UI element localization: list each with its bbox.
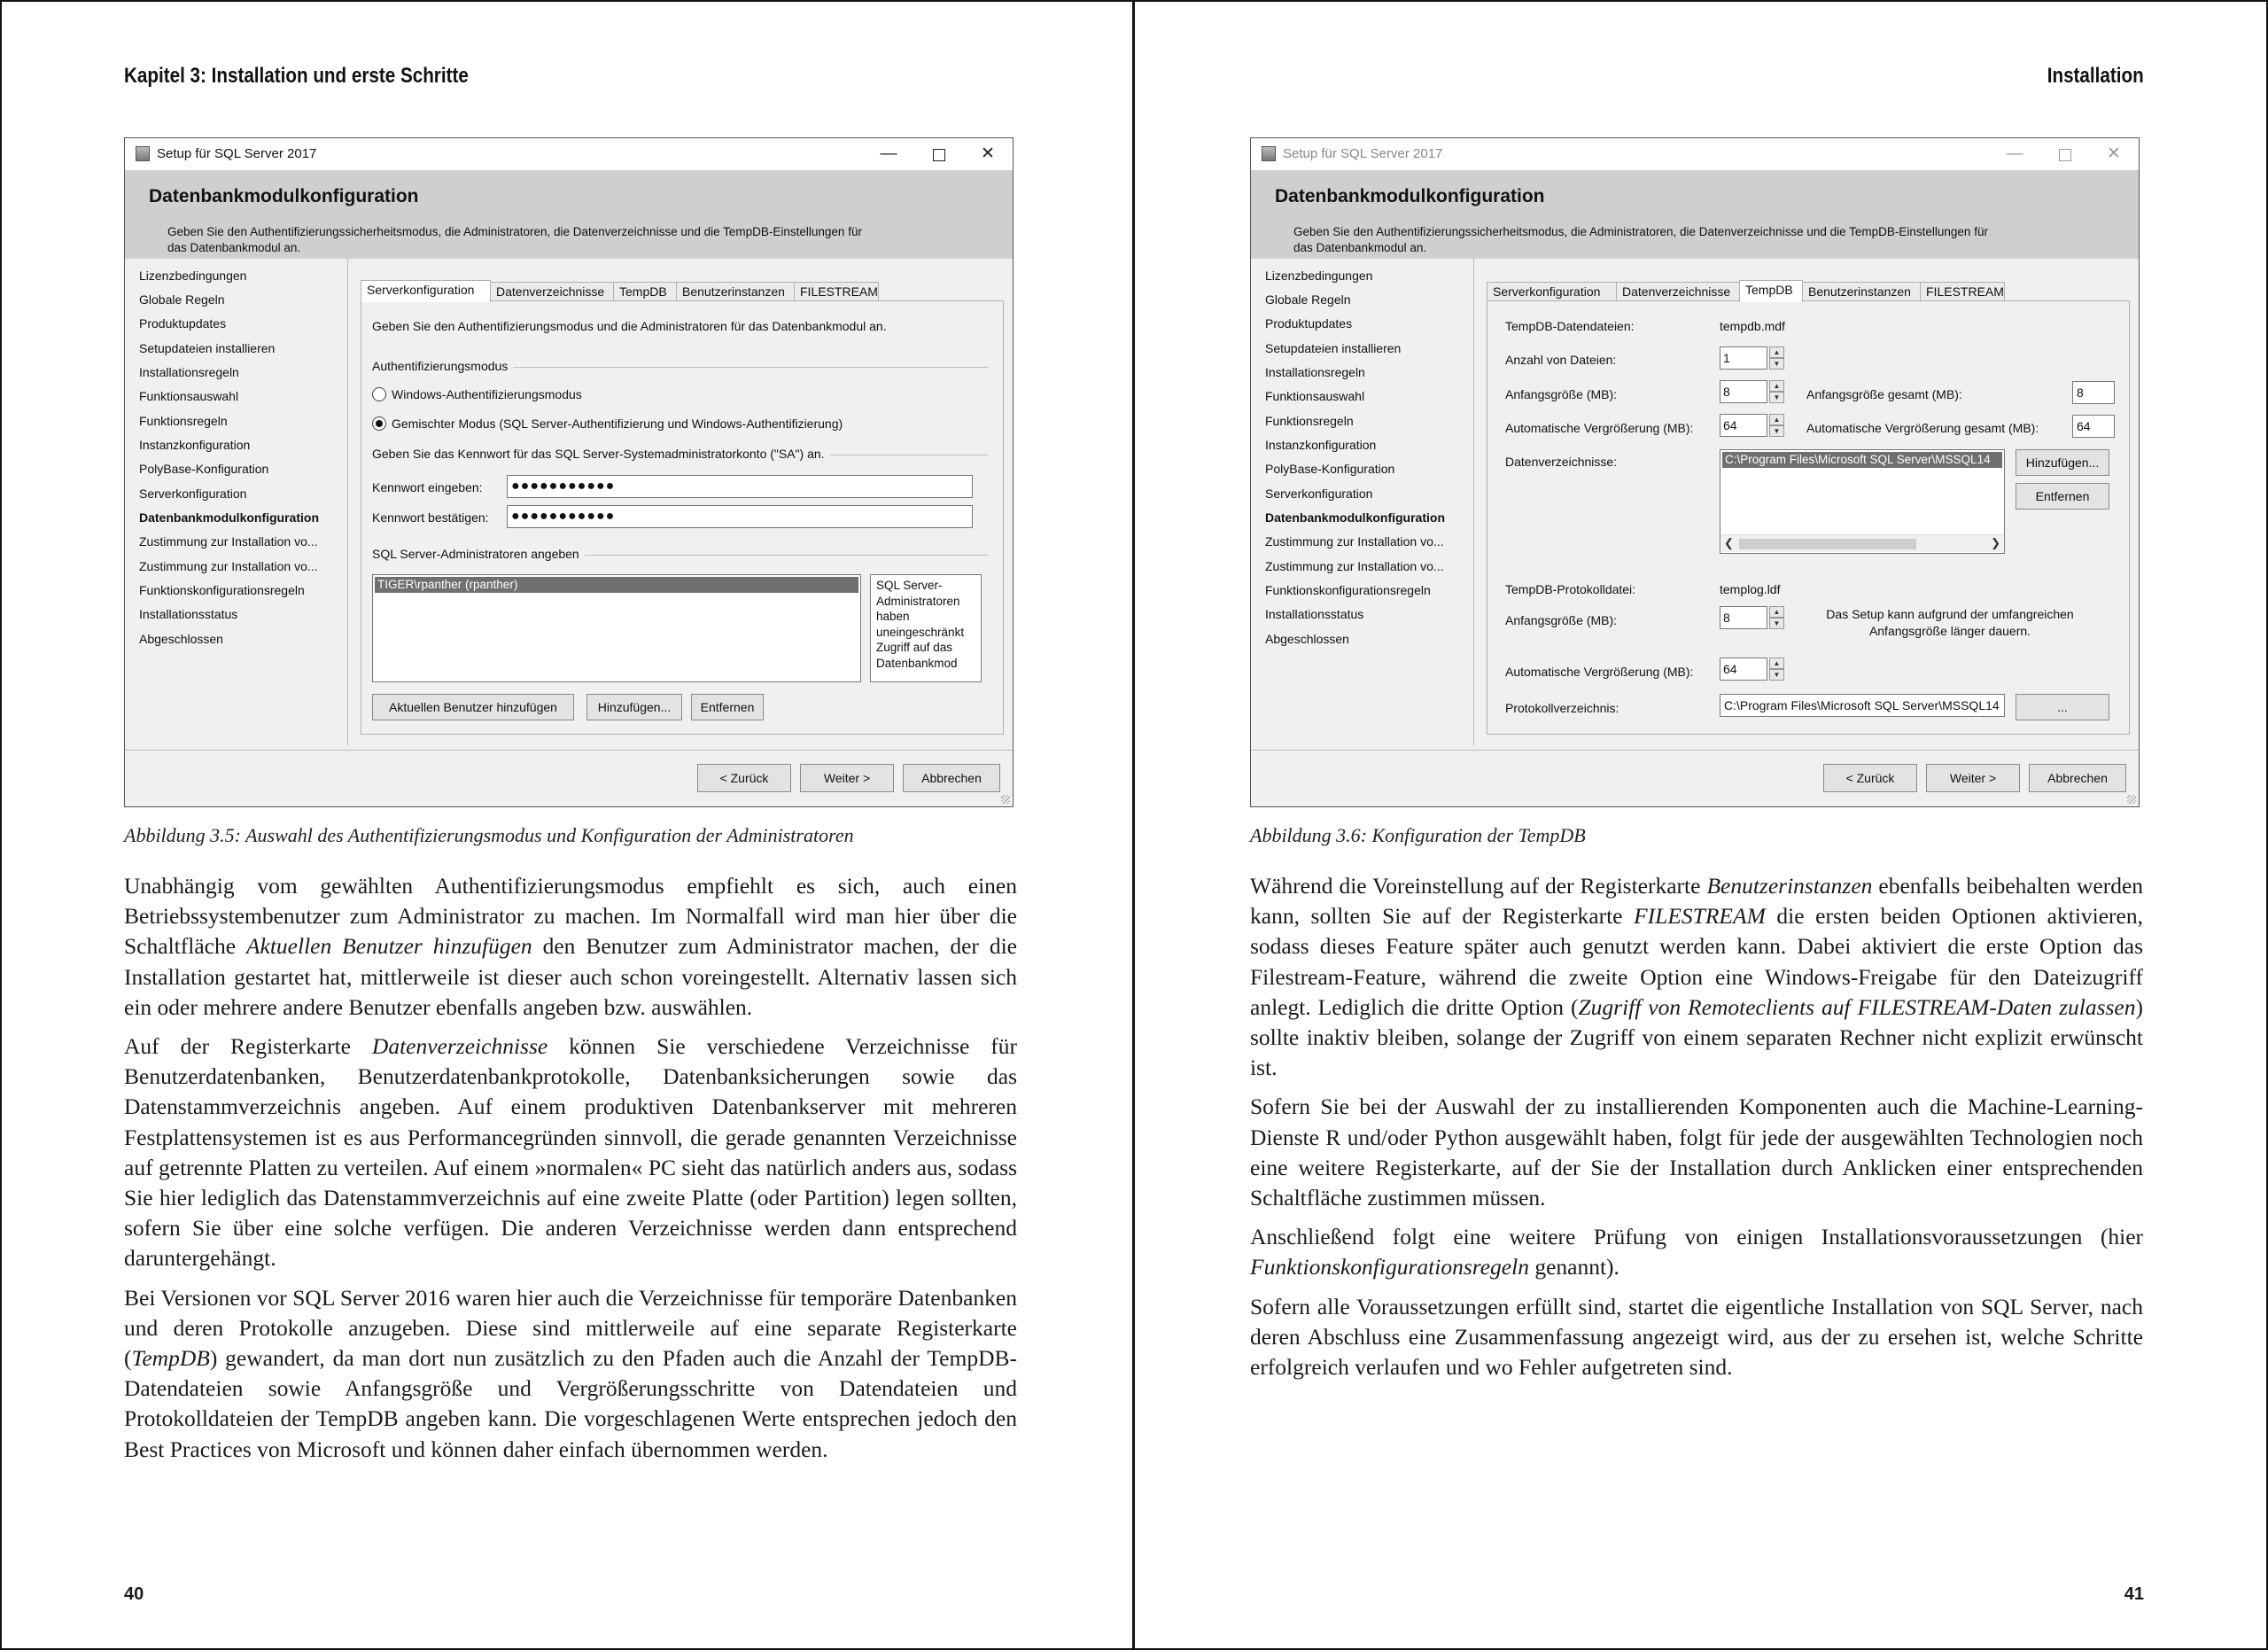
- wizard-header: [1251, 170, 2139, 259]
- close-button[interactable]: ✕: [2107, 144, 2121, 163]
- step-abgeschlossen[interactable]: Abgeschlossen: [139, 632, 223, 646]
- paragraph: Sofern Sie bei der Auswahl der zu installierenden Komponenten auch die Machine-Learning-Dienste R und/oder Python ausgewählt haben, folgt für jede der ausgewählten Technologien noch eine weitere Registerkarte, auf der Sie der Installation durch Anklicken einer entsprechenden Schaltfläche zustimmen müssen.: [1250, 1094, 2143, 1211]
- autogrowth-total-label: Automatische Vergrößerung gesamt (MB):: [1806, 421, 2039, 435]
- step-installationsstatus[interactable]: Installationsstatus: [1265, 607, 1364, 621]
- spin-up-icon[interactable]: ▲: [1769, 380, 1784, 392]
- step-lizenzbedingungen[interactable]: Lizenzbedingungen: [139, 269, 247, 283]
- setup-app-icon: [1262, 146, 1276, 161]
- spin-up-icon[interactable]: ▲: [1769, 414, 1784, 425]
- title-bar: [1251, 138, 2139, 170]
- initial-size-total-value: 8: [2072, 381, 2115, 404]
- step-funktionsauswahl[interactable]: Funktionsauswahl: [1265, 389, 1365, 403]
- tab-datenverzeichnisse[interactable]: Datenverzeichnisse: [1616, 282, 1740, 301]
- step-installationsregeln[interactable]: Installationsregeln: [1265, 365, 1365, 379]
- wizard-title: Datenbankmodulkonfiguration: [1275, 186, 1545, 206]
- data-dir-row[interactable]: C:\Program Files\Microsoft SQL Server\MSSQL14: [1722, 452, 2002, 468]
- next-button[interactable]: Weiter >: [800, 764, 894, 792]
- paragraph: Anschließend folgt eine weitere Prüfung von einigen Installationsvoraussetzungen (hier Funktionskonfigurationsregeln genannt).: [1250, 1224, 2143, 1280]
- tab-tempdb[interactable]: TempDB: [613, 282, 677, 301]
- step-abgeschlossen[interactable]: Abgeschlossen: [1265, 632, 1349, 646]
- step-installationsstatus[interactable]: Installationsstatus: [139, 607, 238, 621]
- step-instanzkonfiguration[interactable]: Instanzkonfiguration: [1265, 438, 1377, 452]
- confirm-password-input[interactable]: ●●●●●●●●●●●: [507, 505, 973, 528]
- step-installationsregeln[interactable]: Installationsregeln: [139, 365, 239, 379]
- autogrowth-total-value: 64: [2072, 415, 2115, 438]
- book-spine: [1132, 0, 1135, 1650]
- remove-dir-button[interactable]: Entfernen: [2016, 483, 2109, 510]
- autogrowth-value[interactable]: 64: [1720, 414, 1767, 437]
- log-autogrowth-label: Automatische Vergrößerung (MB):: [1505, 665, 1694, 679]
- sa-section-header: [372, 447, 989, 461]
- wizard-steps: [125, 259, 348, 746]
- step-produktupdates[interactable]: Produktupdates: [1265, 316, 1353, 331]
- log-dir-input[interactable]: C:\Program Files\Microsoft SQL Server\MSSQL14: [1720, 694, 2005, 717]
- cancel-button[interactable]: Abbrechen: [903, 764, 1000, 792]
- maximize-button[interactable]: [913, 140, 963, 168]
- wizard-steps: [1251, 259, 1474, 746]
- tab-filestream[interactable]: FILESTREAM: [794, 282, 879, 301]
- step-funktionsauswahl[interactable]: Funktionsauswahl: [139, 389, 239, 403]
- log-initial-size-label: Anfangsgröße (MB):: [1505, 613, 1618, 627]
- log-file-value: templog.ldf: [1720, 582, 1781, 596]
- step-zustimmung-2[interactable]: Zustimmung zur Installation vo...: [139, 559, 318, 573]
- spin-up-icon[interactable]: ▲: [1769, 346, 1784, 358]
- step-funktionsregeln[interactable]: Funktionsregeln: [139, 414, 228, 428]
- body-text-left: [124, 871, 1017, 1474]
- step-funktionskonfigurationsregeln[interactable]: Funktionskonfigurationsregeln: [1265, 583, 1431, 597]
- scrollbar-thumb[interactable]: [1739, 539, 1916, 549]
- scroll-left-icon[interactable]: ❮: [1724, 536, 1734, 549]
- add-dir-button[interactable]: Hinzufügen...: [2016, 449, 2109, 476]
- wizard-description: Geben Sie den Authentifizierungssicherheitsmodus, die Administratoren, die Datenverzeichnisse und die TempDB-Einstellungen für das Datenbankmodul an.: [167, 225, 862, 254]
- admins-section-label: SQL Server-Administratoren angeben: [372, 547, 585, 561]
- step-datenbankmodul-active[interactable]: Datenbankmodulkonfiguration: [1265, 510, 1445, 525]
- tab-filestream[interactable]: FILESTREAM: [1920, 282, 2005, 301]
- admins-list[interactable]: [372, 574, 861, 682]
- step-zustimmung-2[interactable]: Zustimmung zur Installation vo...: [1265, 559, 1444, 573]
- paragraph: Während die Voreinstellung auf der Registerkarte Benutzerinstanzen ebenfalls beibehalten werden kann, sollten Sie auf der Registerkarte FILESTREAM die ersten beiden Optionen aktivieren, sodass dieses Feature später auch genutzt werden kann. Dabei aktiviert die erste Option das Filestream-Feature, während die zweite Option eine Windows-Freigabe für den Dateizugriff anlegt. Lediglich die dritte Option (Zugriff von Remoteclients auf FILESTREAM-Daten zulassen) sollte inaktiv bleiben, solange der Zugriff von einem separaten Rechner nicht explizit erwünscht ist.: [1250, 873, 2144, 1081]
- password-input[interactable]: ●●●●●●●●●●●: [507, 475, 973, 498]
- footer-divider: [125, 750, 1013, 751]
- wizard-description: Geben Sie den Authentifizierungssicherheitsmodus, die Administratoren, die Datenverzeichnisse und die TempDB-Einstellungen für das Datenbankmodul an.: [1293, 225, 1988, 254]
- title-bar: [125, 138, 1013, 170]
- tempdb-panel: [1487, 300, 2130, 735]
- radio-windows-auth-label: Windows-Authentifizierungsmodus: [392, 387, 582, 401]
- cancel-button[interactable]: Abbrechen: [2029, 764, 2126, 792]
- footer-divider: [1251, 750, 2139, 751]
- tab-tempdb[interactable]: TempDB: [1739, 280, 1803, 302]
- close-button[interactable]: ✕: [981, 144, 995, 163]
- page-number-left: 40: [124, 1584, 144, 1604]
- running-head-left: Kapitel 3: Installation und erste Schritte: [124, 64, 469, 88]
- paragraph: Sofern alle Voraussetzungen erfüllt sind, startet die eigentliche Installation von SQL Server, nach deren Abschluss eine Zusammenfassung angezeigt wird, aus der zu ersehen ist, welche Schritte erfolgreich verlaufen und wo Fehler aufgetreten sind.: [1250, 1293, 2143, 1381]
- password-label: Kennwort eingeben:: [372, 480, 483, 494]
- step-funktionskonfigurationsregeln[interactable]: Funktionskonfigurationsregeln: [139, 583, 305, 597]
- confirm-password-label: Kennwort bestätigen:: [372, 510, 489, 525]
- log-initial-size-value[interactable]: 8: [1720, 606, 1767, 629]
- log-file-label: TempDB-Protokolldatei:: [1505, 582, 1636, 596]
- auth-section-header: [372, 359, 989, 373]
- auth-section-label: Authentifizierungsmodus: [372, 359, 513, 373]
- back-button[interactable]: < Zurück: [1823, 764, 1917, 792]
- setup-window-tempdb: [1250, 137, 2140, 807]
- figure-caption-3-6: Abbildung 3.6: Konfiguration der TempDB: [1250, 824, 1586, 846]
- log-size-note: Das Setup kann aufgrund der umfangreichen Anfangsgröße länger dauern.: [1826, 607, 2074, 638]
- initial-size-total-label: Anfangsgröße gesamt (MB):: [1806, 387, 1962, 401]
- minimize-button[interactable]: —: [880, 144, 897, 163]
- sa-section-label: Geben Sie das Kennwort für das SQL Server-Systemadministratorkonto ("SA") an.: [372, 447, 830, 461]
- tab-serverkonfiguration[interactable]: Serverkonfiguration: [1487, 282, 1617, 301]
- step-datenbankmodul-active[interactable]: Datenbankmodulkonfiguration: [139, 510, 319, 525]
- resize-grip-icon[interactable]: [1001, 795, 1010, 804]
- step-funktionsregeln[interactable]: Funktionsregeln: [1265, 414, 1354, 428]
- spin-down-icon[interactable]: ▼: [1769, 425, 1784, 437]
- server-config-intro: Geben Sie den Authentifizierungsmodus und die Administratoren für das Datenbankmodul an.: [372, 319, 887, 333]
- step-globale-regeln[interactable]: Globale Regeln: [139, 292, 225, 307]
- running-head-right: Installation: [2047, 64, 2144, 88]
- data-dirs-label: Datenverzeichnisse:: [1505, 455, 1618, 469]
- body-text-right: [1250, 871, 2143, 1391]
- step-serverkonfiguration[interactable]: Serverkonfiguration: [139, 486, 247, 501]
- step-serverkonfiguration[interactable]: Serverkonfiguration: [1265, 486, 1373, 501]
- back-button[interactable]: < Zurück: [697, 764, 791, 792]
- maximize-button[interactable]: [2039, 140, 2089, 168]
- log-dir-label: Protokollverzeichnis:: [1505, 701, 1619, 715]
- radio-windows-auth[interactable]: [372, 387, 386, 401]
- remove-admin-button[interactable]: Entfernen: [691, 694, 764, 720]
- tab-datenverzeichnisse[interactable]: Datenverzeichnisse: [490, 282, 614, 301]
- log-autogrowth-value[interactable]: 64: [1720, 658, 1767, 681]
- step-polybase[interactable]: PolyBase-Konfiguration: [1265, 462, 1395, 476]
- window-title: Setup für SQL Server 2017: [1283, 146, 1443, 161]
- horizontal-scrollbar[interactable]: [1721, 534, 2003, 552]
- step-globale-regeln[interactable]: Globale Regeln: [1265, 292, 1351, 307]
- tab-serverkonfiguration[interactable]: Serverkonfiguration: [361, 280, 491, 302]
- setup-window-server-config: [124, 137, 1014, 807]
- spin-up-icon[interactable]: ▲: [1769, 658, 1784, 669]
- scroll-right-icon[interactable]: ❯: [1991, 536, 2000, 549]
- page-number-right: 41: [2124, 1584, 2144, 1604]
- admins-section-header: [372, 547, 989, 561]
- step-setupdateien[interactable]: Setupdateien installieren: [1265, 341, 1402, 355]
- radio-mixed-auth-label: Gemischter Modus (SQL Server-Authentifizierung und Windows-Authentifizierung): [392, 416, 843, 431]
- step-instanzkonfiguration[interactable]: Instanzkonfiguration: [139, 438, 251, 452]
- step-setupdateien[interactable]: Setupdateien installieren: [139, 341, 276, 355]
- spin-down-icon[interactable]: ▼: [1769, 669, 1784, 681]
- paragraph: Bei Versionen vor SQL Server 2016 waren hier auch die Verzeichnisse für temporäre Datenbanken und deren Protokolle anzugeben. Diese sind mittlerweile auf eine separate Registerkarte (TempDB) gewandert, da man dort nun zusätzlich zu den Pfaden auch die Anzahl der TempDB-Datendateien sowie Anfangsgröße und Vergrößerungsschritte von Datendateien und Protokolldateien der TempDB angeben kann. Die vorgeschlagenen Werte entsprechen jedoch den Best Practices von Microsoft und können daher einfach übernommen werden.: [124, 1284, 1017, 1462]
- browse-log-dir-button[interactable]: ...: [2016, 694, 2109, 720]
- next-button[interactable]: Weiter >: [1926, 764, 2020, 792]
- minimize-button[interactable]: —: [2006, 144, 2023, 163]
- initial-size-value[interactable]: 8: [1720, 380, 1767, 403]
- tab-benutzerinstanzen[interactable]: Benutzerinstanzen: [676, 282, 795, 301]
- autogrowth-label: Automatische Vergrößerung (MB):: [1505, 421, 1694, 435]
- server-config-panel: [361, 300, 1004, 735]
- tab-benutzerinstanzen[interactable]: Benutzerinstanzen: [1802, 282, 1921, 301]
- resize-grip-icon[interactable]: [2127, 795, 2136, 804]
- step-polybase[interactable]: PolyBase-Konfiguration: [139, 462, 269, 476]
- add-admin-button[interactable]: Hinzufügen...: [586, 694, 682, 720]
- wizard-title: Datenbankmodulkonfiguration: [149, 186, 419, 206]
- tempdb-data-files-label: TempDB-Datendateien:: [1505, 319, 1635, 333]
- tempdb-data-files-value: tempdb.mdf: [1720, 319, 1785, 333]
- step-produktupdates[interactable]: Produktupdates: [139, 316, 227, 331]
- spin-down-icon[interactable]: ▼: [1769, 618, 1784, 629]
- spin-down-icon[interactable]: ▼: [1769, 392, 1784, 403]
- spin-up-icon[interactable]: ▲: [1769, 606, 1784, 618]
- step-lizenzbedingungen[interactable]: Lizenzbedingungen: [1265, 269, 1373, 283]
- radio-mixed-auth[interactable]: [372, 416, 386, 431]
- admin-user-row[interactable]: TIGER\rpanther (rpanther): [375, 577, 858, 593]
- file-count-label: Anzahl von Dateien:: [1505, 353, 1617, 367]
- add-current-user-button[interactable]: Aktuellen Benutzer hinzufügen: [372, 694, 574, 720]
- figure-caption-3-5: Abbildung 3.5: Auswahl des Authentifizierungsmodus und Konfiguration der Administratoren: [124, 824, 854, 846]
- window-title: Setup für SQL Server 2017: [157, 146, 317, 161]
- initial-size-label: Anfangsgröße (MB):: [1505, 387, 1618, 401]
- admin-info-box: SQL Server-Administratoren haben uneingeschränkt Zugriff auf das Datenbankmod: [870, 574, 982, 682]
- paragraph: Auf der Registerkarte Datenverzeichnisse können Sie verschiedene Verzeichnisse für Benutzerdatenbanken, Benutzerdatenbankprotokolle, Datenbanksicherungen sowie das Datenstammverzeichnis angeben. Auf einem produktiven Datenbankserver mit mehreren Festplattensystemen ist es aus Performancegründen sinnvoll, die gerade genannten Verzeichnisse auf getrennte Platten zu verteilen. Auf einem »normalen« PC sieht das natürlich anders aus, sodass Sie hier lediglich das Datenstammverzeichnis auf eine zweite Platte (oder Partition) legen sollten, sofern Sie über eine solche verfügen. Die anderen Verzeichnisse werden dann entsprechend daruntergehängt.: [124, 1033, 1017, 1272]
- step-zustimmung-1[interactable]: Zustimmung zur Installation vo...: [139, 534, 318, 549]
- setup-app-icon: [136, 146, 150, 161]
- paragraph: Unabhängig vom gewählten Authentifizierungsmodus empfiehlt es sich, auch einen Betriebssystembenutzer zum Administrator zu machen. Im Normalfall wird man hier über die Schaltfläche Aktuellen Benutzer hinzufügen den Benutzer zum Administrator machen, der die Installation gestartet hat, mittlerweile ist dieser auch schon voreingestellt. Alternativ lassen sich ein oder mehrere andere Benutzer ebenfalls angeben bzw. auswählen.: [124, 873, 1017, 1020]
- file-count-value[interactable]: 1: [1720, 346, 1767, 370]
- data-dirs-list[interactable]: [1720, 449, 2005, 554]
- wizard-header: [125, 170, 1013, 259]
- step-zustimmung-1[interactable]: Zustimmung zur Installation vo...: [1265, 534, 1444, 549]
- spin-down-icon[interactable]: ▼: [1769, 358, 1784, 370]
